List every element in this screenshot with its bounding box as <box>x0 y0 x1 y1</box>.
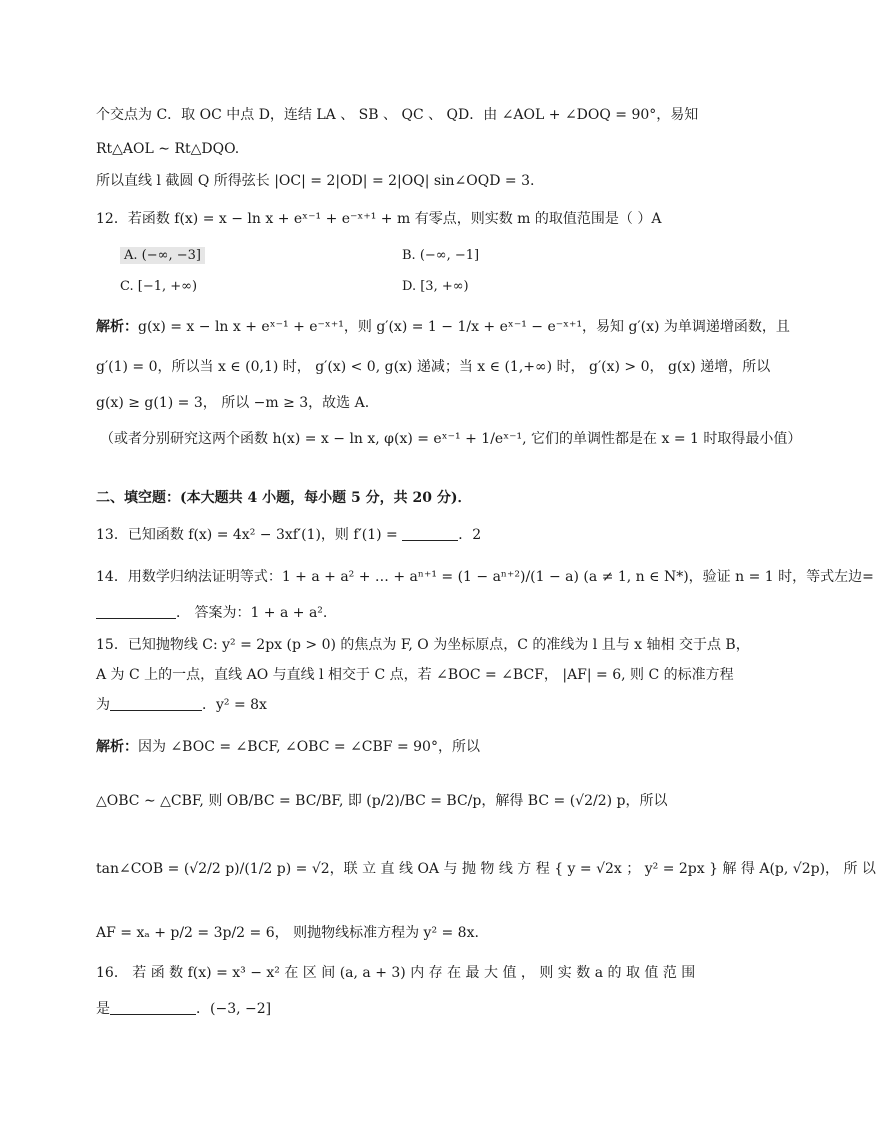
answer-15-line-1 <box>96 736 480 758</box>
question-16-line-2-text: 是 <box>96 1001 110 1017</box>
question-13 <box>96 524 481 546</box>
answer-15-line-1-text: 因为 ∠BOC = ∠BCF, ∠OBC = ∠CBF = 90°，所以 <box>138 739 480 755</box>
text-line-intersection: 个交点为 C．取 OC 中点 D，连结 LA 、 SB 、 QC 、 QD．由 ∠AOL + ∠DOQ = 90°，易知 <box>96 107 699 123</box>
question-15-line-3 <box>96 694 267 716</box>
question-15-line-3-text: 为 <box>96 697 110 713</box>
section-heading-fill-in: 二、填空题：(本大题共 4 小题，每小题 5 分，共 20 分)． <box>96 490 472 506</box>
question-15-line-2: A 为 C 上的一点，直线 AO 与直线 l 相交于 C 点，若 ∠BOC = ∠BCF， |AF| = 6, 则 C 的标准方程 <box>96 667 734 683</box>
text-line-chord-length: 所以直线 l 截圆 Q 所得弦长 |OC| = 2|OD| = 2|OQ| sin∠OQD = 3. <box>96 173 535 189</box>
answer-blank-16 <box>110 1000 196 1015</box>
answer-15-line-4: AF = xₐ + p/2 = 3p/2 = 6， 则抛物线标准方程为 y² = 8x. <box>96 925 479 941</box>
question-16-answer: ．(−3, −2] <box>196 1001 272 1017</box>
question-13-text: 13．已知函数 f(x) = 4x² − 3xf′(1)，则 f′(1) = <box>96 527 398 543</box>
option-12-b: B. (−∞, −1] <box>402 248 480 263</box>
answer-12-line-1 <box>96 316 790 338</box>
question-12: 12．若函数 f(x) = x − ln x + eˣ⁻¹ + e⁻ˣ⁺¹ + m 有零点，则实数 m 的取值范围是（ ）A <box>96 211 662 227</box>
option-12-c: C. [−1, +∞) <box>120 279 198 294</box>
option-12-a-label: A. (−∞, −3] <box>120 247 205 264</box>
answer-blank-13 <box>402 526 458 541</box>
question-16-line-2 <box>96 998 271 1020</box>
answer-15-line-2: △OBC ∼ △CBF, 则 OB/BC = BC/BF, 即 (p/2)/BC = BC/p，解得 BC = (√2/2) p，所以 <box>96 793 668 809</box>
answer-blank-15 <box>110 696 202 711</box>
question-14: 14．用数学归纳法证明等式：1 + a + a² + … + aⁿ⁺¹ = (1 − aⁿ⁺²)/(1 − a) (a ≠ 1, n ∈ N*)，验证 n = 1 时，等式左边= <box>96 569 874 585</box>
question-13-answer: ．2 <box>458 527 482 543</box>
option-12-d: D. [3, +∞) <box>402 279 469 294</box>
answer-12-line-1-text: g(x) = x − ln x + eˣ⁻¹ + e⁻ˣ⁺¹，则 g′(x) = 1 − 1/x + eˣ⁻¹ − e⁻ˣ⁺¹，易知 g′(x) 为单调递增函数，且 <box>138 319 790 335</box>
question-14-answer: ． 答案为：1 + a + a². <box>176 605 328 621</box>
answer-12-line-4: （或者分别研究这两个函数 h(x) = x − ln x, φ(x) = eˣ⁻¹ + 1/eˣ⁻¹, 它们的单调性都是在 x = 1 时取得最小值） <box>100 431 802 447</box>
option-12-a <box>120 246 205 266</box>
solution-label-15: 解析： <box>96 739 138 755</box>
question-15-line-1: 15．已知抛物线 C: y² = 2px (p > 0) 的焦点为 F, O 为坐标原点，C 的准线为 l 且与 x 轴相 交于点 B， <box>96 637 750 653</box>
text-line-similar-triangles: Rt△AOL ∼ Rt△DQO. <box>96 141 240 157</box>
answer-12-line-2: g′(1) = 0，所以当 x ∈ (0,1) 时， g′(x) < 0, g(x) 递减；当 x ∈ (1,+∞) 时， g′(x) > 0， g(x) 递增，所以 <box>96 359 771 375</box>
answer-15-line-3: tan∠COB = (√2/2 p)/(1/2 p) = √2，联 立 直 线 OA 与 抛 物 线 方 程 { y = √2x ； y² = 2px } 解 得 A(p, √2p)， 所 以 <box>96 861 876 877</box>
answer-12-line-3: g(x) ≥ g(1) = 3， 所以 −m ≥ 3，故选 A. <box>96 395 370 411</box>
question-14-answer-line <box>96 602 327 624</box>
solution-label: 解析： <box>96 319 138 335</box>
answer-blank-14 <box>96 604 176 619</box>
question-15-answer: ．y² = 8x <box>202 697 267 713</box>
question-16-line-1: 16． 若 函 数 f(x) = x³ − x² 在 区 间 (a, a + 3) 内 存 在 最 大 值 ， 则 实 数 a 的 取 值 范 围 <box>96 965 696 981</box>
